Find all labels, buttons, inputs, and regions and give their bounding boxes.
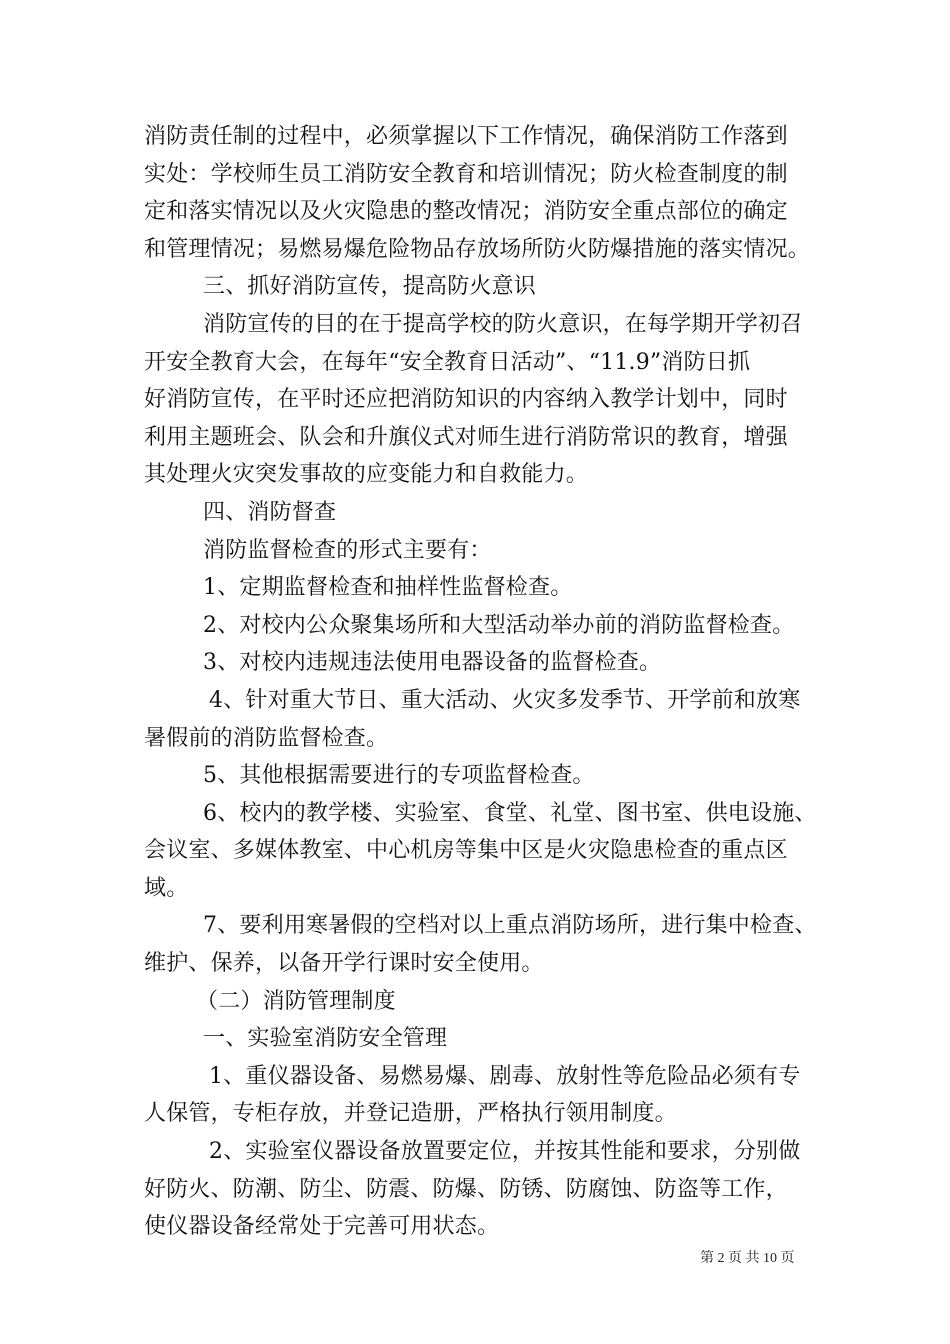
list-item: 3、对校内违规违法使用电器设备的监督检查。	[203, 650, 662, 676]
body-line: 会议室、多媒体教室、中心机房等集中区是火灾隐患检查的重点区	[144, 838, 788, 864]
list-item: 2、实验室仪器设备放置要定位，并按其性能和要求，分别做	[209, 1139, 801, 1165]
list-item: 7、要利用寒暑假的空档对以上重点消防场所，进行集中检查、	[203, 913, 817, 939]
body-line: 暑假前的消防监督检查。	[144, 725, 389, 751]
list-item: 1、重仪器设备、易燃易爆、剧毒、放射性等危险品必须有专	[209, 1063, 801, 1089]
section-heading: 三、抓好消防宣传，提高防火意识	[203, 274, 537, 300]
body-line: 消防宣传的目的在于提高学校的防火意识，在每学期开学初召	[203, 311, 803, 337]
body-line: 好防火、防潮、防尘、防震、防爆、防锈、防腐蚀、防盗等工作，	[144, 1176, 788, 1202]
section-heading: 一、实验室消防安全管理	[203, 1026, 448, 1052]
document-body	[144, 118, 834, 1246]
list-item: 2、对校内公众聚集场所和大型活动举办前的消防监督检查。	[203, 612, 795, 638]
body-line: 定和落实情况以及火灾隐患的整改情况；消防安全重点部位的确定	[144, 199, 788, 225]
body-line: 开安全教育大会，在每年“安全教育日活动”、“11.9”消防日抓	[144, 349, 751, 375]
section-heading: 四、消防督查	[203, 499, 337, 525]
list-item: 6、校内的教学楼、实验室、食堂、礼堂、图书室、供电设施、	[203, 800, 817, 826]
body-line: 域。	[144, 875, 189, 901]
body-line: 维护、保养，以备开学行课时安全使用。	[144, 951, 544, 977]
list-item: 4、针对重大节日、重大活动、火灾多发季节、开学前和放寒	[209, 687, 801, 713]
list-item: 5、其他根据需要进行的专项监督检查。	[203, 763, 595, 789]
section-heading: （二）消防管理制度	[196, 988, 396, 1014]
body-line: 消防责任制的过程中，必须掌握以下工作情况，确保消防工作落到	[144, 124, 788, 149]
body-line: 好消防宣传，在平时还应把消防知识的内容纳入教学计划中，同时	[144, 387, 788, 413]
body-line: 实处：学校师生员工消防安全教育和培训情况；防火检查制度的制	[144, 161, 788, 187]
body-line: 使仪器设备经常处于完善可用状态。	[144, 1214, 500, 1240]
body-line: 人保管，专柜存放，并登记造册，严格执行领用制度。	[144, 1101, 677, 1127]
body-line: 和管理情况；易燃易爆危险物品存放场所防火防爆措施的落实情况。	[144, 236, 811, 262]
page-number: 第 2 页 共 10 页	[700, 1251, 795, 1266]
body-line: 其处理火灾突发事故的应变能力和自救能力。	[144, 462, 589, 488]
body-line: 消防监督检查的形式主要有：	[203, 537, 492, 563]
body-line: 利用主题班会、队会和升旗仪式对师生进行消防常识的教育，增强	[144, 424, 788, 450]
list-item: 1、定期监督检查和抽样性监督检查。	[203, 575, 573, 601]
